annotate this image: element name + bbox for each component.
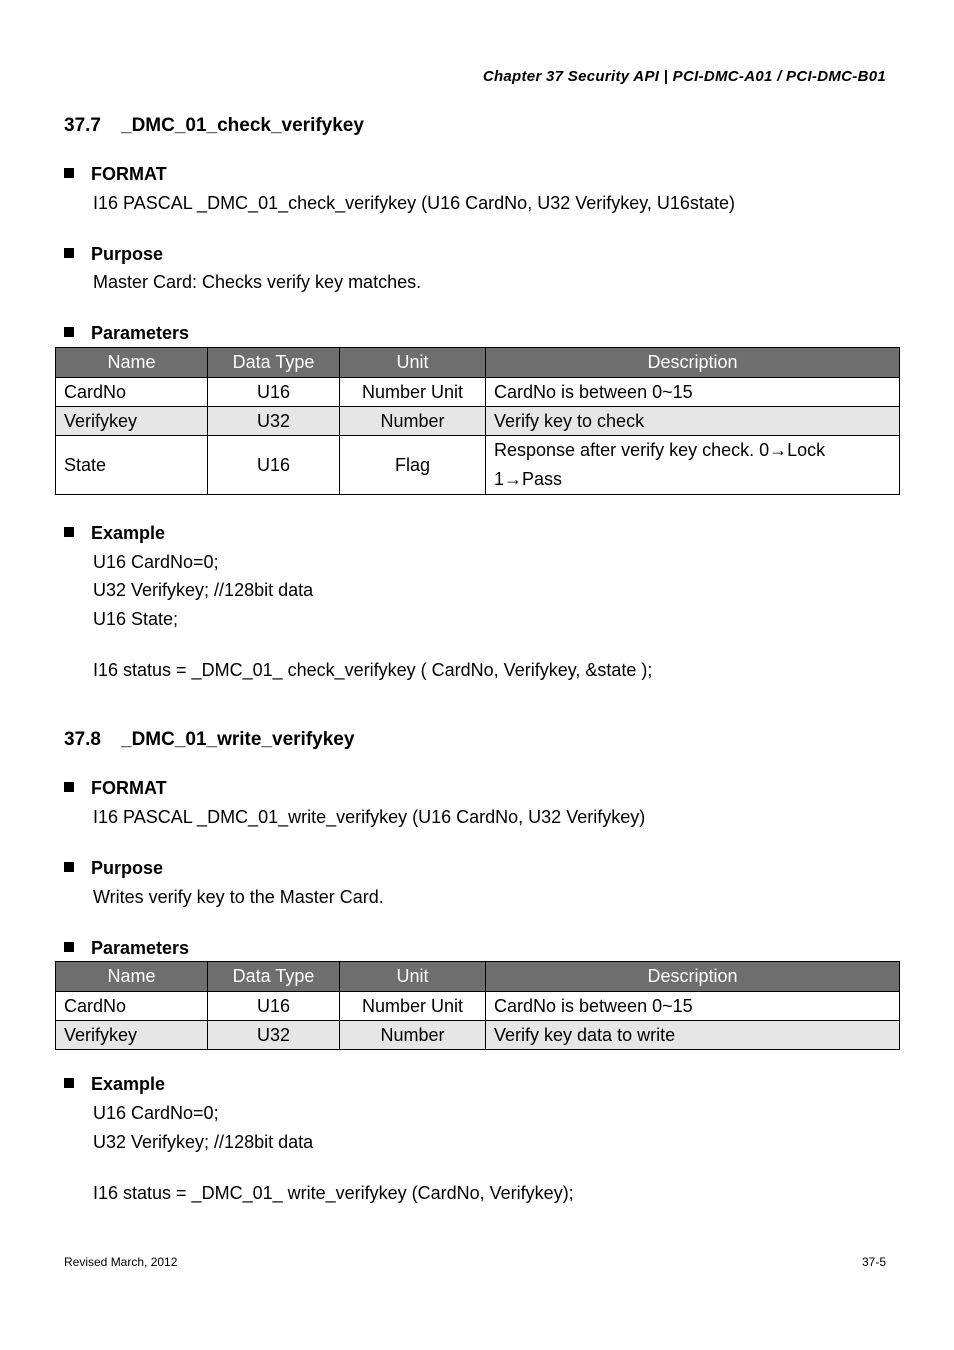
purpose-heading: Purpose (64, 858, 163, 879)
format-heading: FORMAT (64, 778, 167, 799)
purpose-text: Writes verify key to the Master Card. (93, 887, 384, 907)
purpose-heading: Purpose (64, 244, 163, 265)
param-description: CardNo is between 0~15 (486, 378, 900, 407)
example-call: I16 status = _DMC_01_ write_verifykey (CardNo, Verifykey); (93, 1183, 574, 1203)
param-type: U32 (208, 407, 340, 436)
format-text: I16 PASCAL _DMC_01_check_verifykey (U16 CardNo, U32 Verifykey, U16state) (93, 193, 735, 213)
format-heading: FORMAT (64, 164, 167, 185)
param-unit: Number (340, 407, 486, 436)
section-title: _DMC_01_write_verifykey (121, 729, 355, 750)
section-title: _DMC_01_check_verifykey (121, 115, 364, 136)
param-description: Response after verify key check. 0→Lock 1→Pass (486, 436, 900, 495)
column-header: Description (486, 348, 900, 378)
bullet-square-icon (64, 527, 74, 537)
format-text: I16 PASCAL _DMC_01_write_verifykey (U16 CardNo, U32 Verifykey) (93, 807, 646, 827)
table-row (56, 407, 900, 436)
param-type: U32 (208, 1021, 340, 1050)
table-row (56, 1021, 900, 1050)
section-number: 37.8 (64, 729, 101, 750)
parameters-heading: Parameters (64, 323, 189, 344)
param-type: U16 (208, 992, 340, 1021)
table-header-row (56, 962, 900, 992)
example-call: I16 status = _DMC_01_ check_verifykey ( CardNo, Verifykey, &state ); (93, 660, 653, 680)
column-header: Name (56, 348, 208, 378)
section-heading (64, 115, 364, 137)
param-name: Verifykey (56, 407, 208, 436)
section-number: 37.7 (64, 115, 101, 136)
column-header: Unit (340, 348, 486, 378)
section-heading (64, 729, 354, 751)
footer-revision: Revised March, 2012 (64, 1255, 178, 1269)
example-line: U16 CardNo=0; (93, 1103, 219, 1123)
bullet-square-icon (64, 942, 74, 952)
footer-page-number: 37-5 (861, 1255, 886, 1269)
purpose-text: Master Card: Checks verify key matches. (93, 272, 422, 292)
parameters-table (55, 961, 900, 1050)
bullet-square-icon (64, 1078, 74, 1088)
column-header: Unit (340, 962, 486, 992)
param-name: CardNo (56, 992, 208, 1021)
column-header: Description (486, 962, 900, 992)
column-header: Data Type (208, 348, 340, 378)
param-unit: Flag (340, 436, 486, 495)
param-description: Verify key to check (486, 407, 900, 436)
example-heading: Example (64, 1074, 165, 1095)
bullet-square-icon (64, 327, 74, 337)
bullet-square-icon (64, 248, 74, 258)
table-row (56, 436, 900, 495)
table-row (56, 378, 900, 407)
example-line: U16 CardNo=0; (93, 552, 219, 572)
table-row (56, 992, 900, 1021)
param-unit: Number Unit (340, 378, 486, 407)
table-header-row (56, 348, 900, 378)
param-type: U16 (208, 378, 340, 407)
bullet-square-icon (64, 168, 74, 178)
param-description: CardNo is between 0~15 (486, 992, 900, 1021)
page-header: Chapter 37 Security API | PCI-DMC-A01 / PCI-DMC-B01 (482, 68, 886, 85)
example-line: U32 Verifykey; //128bit data (93, 580, 314, 600)
example-heading: Example (64, 523, 165, 544)
param-name: Verifykey (56, 1021, 208, 1050)
example-line: U32 Verifykey; //128bit data (93, 1132, 314, 1152)
bullet-square-icon (64, 782, 74, 792)
parameters-heading: Parameters (64, 938, 189, 959)
param-name: CardNo (56, 378, 208, 407)
parameters-table (55, 347, 900, 495)
column-header: Data Type (208, 962, 340, 992)
param-unit: Number (340, 1021, 486, 1050)
param-type: U16 (208, 436, 340, 495)
column-header: Name (56, 962, 208, 992)
bullet-square-icon (64, 862, 74, 872)
param-unit: Number Unit (340, 992, 486, 1021)
param-name: State (56, 436, 208, 495)
param-description: Verify key data to write (486, 1021, 900, 1050)
example-line: U16 State; (93, 609, 179, 629)
